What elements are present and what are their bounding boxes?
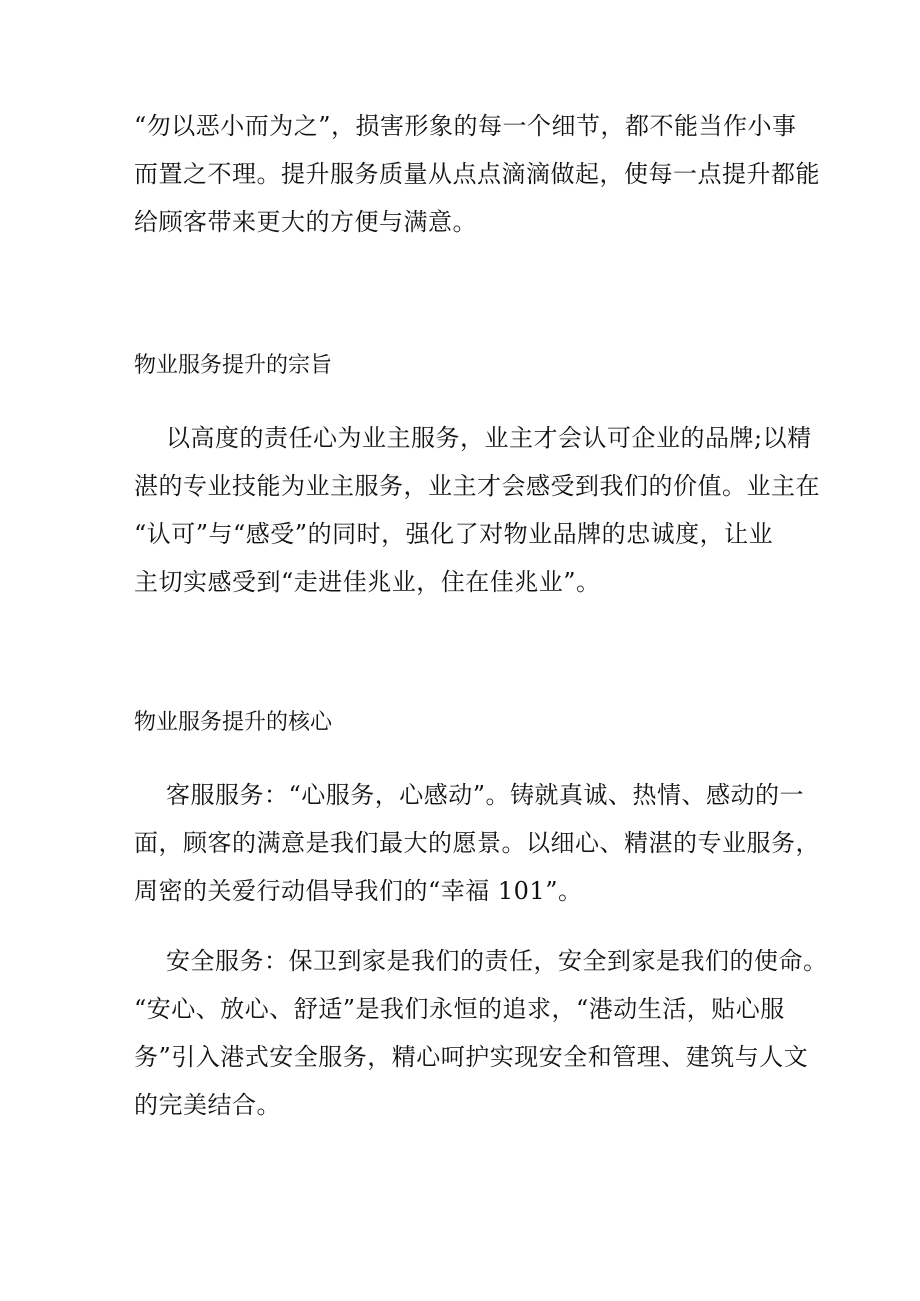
security-service-line-2: “安心、放心、舒适”是我们永恒的追求，“港动生活，贴心服 bbox=[134, 995, 785, 1023]
section-heading-purpose: 物业服务提升的宗旨 bbox=[134, 353, 333, 378]
security-service-line-3: 务”引入港式安全服务，精心呵护实现安全和管理、建筑与人文 bbox=[134, 1043, 809, 1071]
customer-service-line-2: 面，顾客的满意是我们最大的愿景。以细心、精湛的专业服务， bbox=[134, 829, 820, 857]
intro-line-1: “勿以恶小而为之”，损害形象的每一个细节，都不能当作小事 bbox=[134, 112, 797, 140]
intro-line-3: 给顾客带来更大的方便与满意。 bbox=[134, 208, 477, 236]
purpose-line-3: “认可”与“感受”的同时，强化了对物业品牌的忠诚度，让业 bbox=[134, 520, 774, 548]
purpose-line-2: 湛的专业技能为业主服务，业主才会感受到我们的价值。业主在 bbox=[134, 472, 820, 500]
customer-service-line-1: 客服服务：“心服务，心感动”。铸就真诚、热情、感动的一 bbox=[166, 781, 805, 809]
purpose-line-1: 以高度的责任心为业主服务，业主才会认可企业的品牌;以精 bbox=[166, 424, 812, 452]
customer-service-line-3: 周密的关爱行动倡导我们的“幸福 101”。 bbox=[134, 877, 583, 905]
security-service-line-1: 安全服务：保卫到家是我们的责任，安全到家是我们的使命。 bbox=[166, 947, 828, 975]
security-service-line-4: 的完美结合。 bbox=[134, 1091, 281, 1119]
intro-line-2: 而置之不理。提升服务质量从点点滴滴做起，使每一点提升都能 bbox=[134, 160, 820, 188]
purpose-line-4: 主切实感受到“走进佳兆业，住在佳兆业”。 bbox=[134, 568, 601, 596]
section-heading-core: 物业服务提升的核心 bbox=[134, 710, 333, 735]
